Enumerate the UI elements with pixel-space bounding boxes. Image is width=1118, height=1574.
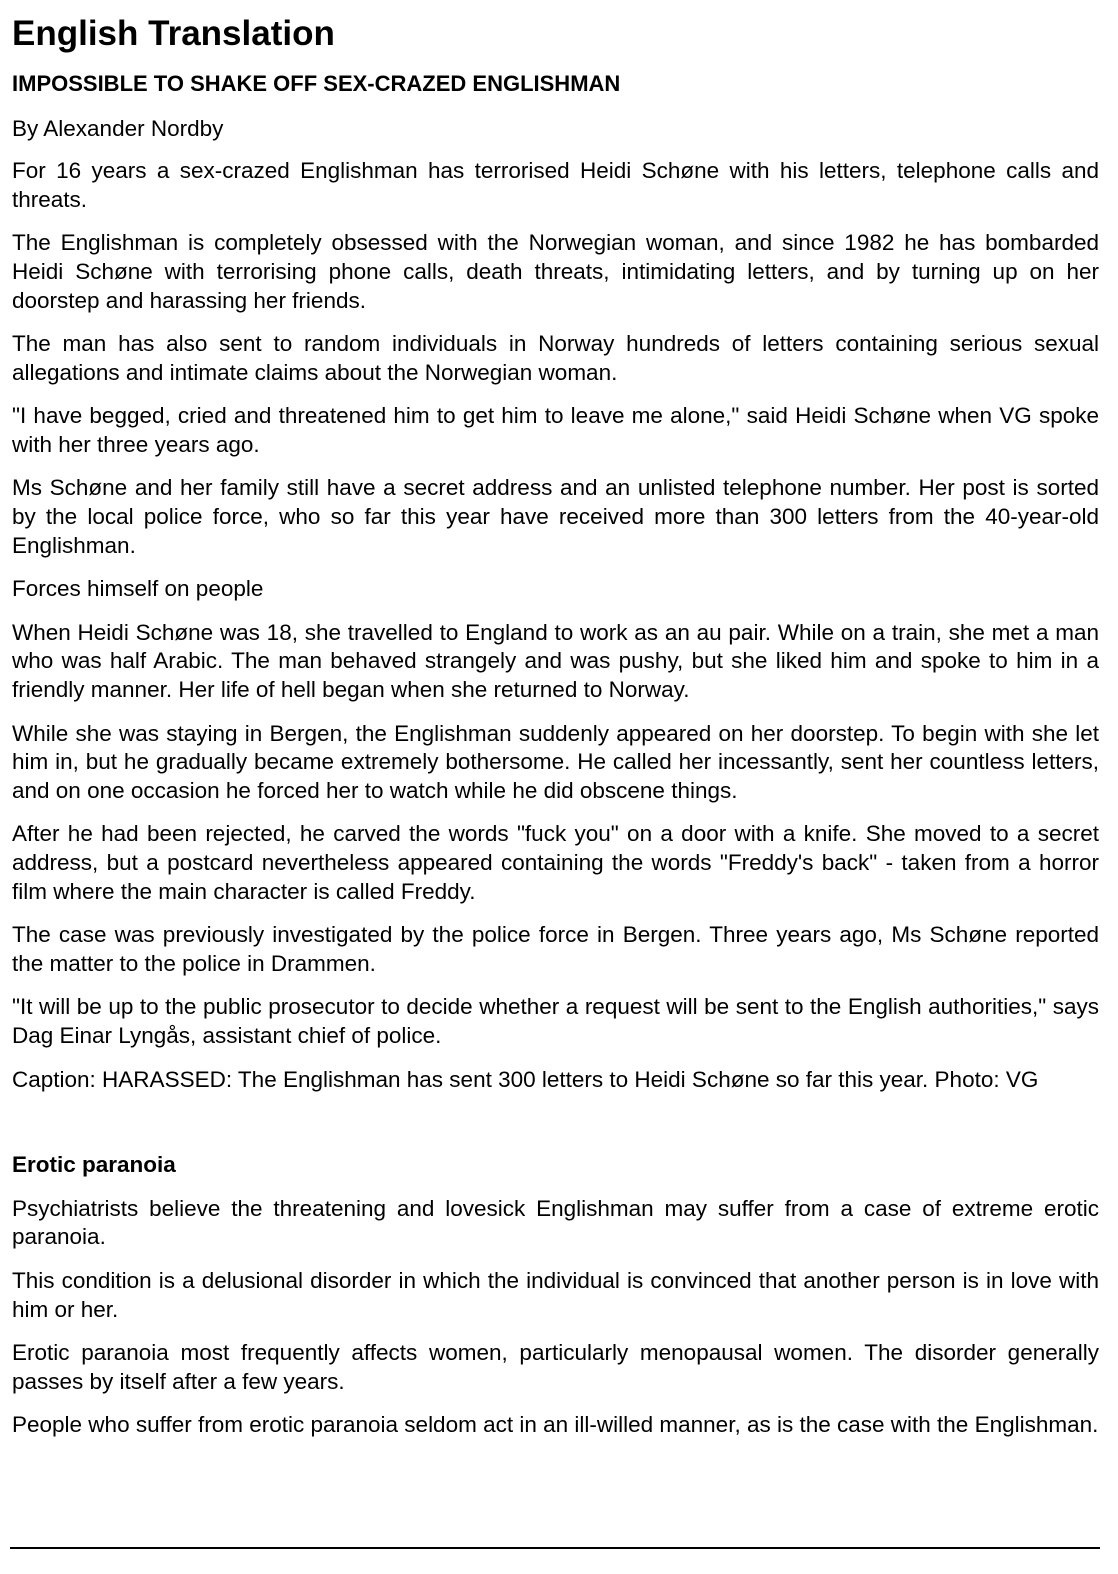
section-spacer [12,1094,1099,1151]
photo-caption: Caption: HARASSED: The Englishman has sent 300 letters to Heidi Schøne so far this year. Photo: VG [12,1066,1039,1092]
page-title: English Translation [12,14,335,53]
article-headline: IMPOSSIBLE TO SHAKE OFF SEX-CRAZED ENGLISHMAN [12,71,621,96]
sidebar-title: Erotic paranoia [12,1152,176,1178]
sidebar-paragraph: People who suffer from erotic paranoia seldom act in an ill-willed manner, as is the case with the Englishman. [12,1411,1099,1437]
article-paragraph: The man has also sent to random individuals in Norway hundreds of letters containing serious sexual allegations and intimate claims about the Norwegian woman. [12,331,1099,386]
bottom-rule-divider [10,1547,1100,1549]
article-paragraph: "It will be up to the public prosecutor to decide whether a request will be sent to the English authorities," says Dag Einar Lyngås, assistant chief of police. [12,994,1099,1049]
article-paragraph: "I have begged, cried and threatened him to get him to leave me alone," said Heidi Schøne when VG spoke with her three years ago. [12,403,1099,458]
document-page [12,12,1099,1454]
article-paragraph: For 16 years a sex-crazed Englishman has terrorised Heidi Schøne with his letters, telephone calls and threats. [12,158,1099,213]
article-paragraph: Ms Schøne and her family still have a secret address and an unlisted telephone number. Her post is sorted by the local police force, who so far this year have received more than 300 letters from the 40-year-old Englishman. [12,475,1099,559]
article-paragraph: The case was previously investigated by the police force in Bergen. Three years ago, Ms Schøne reported the matter to the police in Drammen. [12,922,1099,977]
article-paragraph: While she was staying in Bergen, the Englishman suddenly appeared on her doorstep. To begin with she let him in, but he gradually became extremely bothersome. He called her incessantly, sent her countless letters, and on one occasion he forced her to watch while he did obscene things. [12,720,1099,804]
article-byline: By Alexander Nordby [12,116,224,141]
article-paragraph: After he had been rejected, he carved the words "fuck you" on a door with a knife. She moved to a secret address, but a postcard nevertheless appeared containing the words "Freddy's back" - taken from a horror film where the main character is called Freddy. [12,821,1099,905]
article-paragraph: When Heidi Schøne was 18, she travelled to England to work as an au pair. While on a train, she met a man who was half Arabic. The man behaved strangely and was pushy, but she liked him and spoke to him in a friendly manner. Her life of hell began when she returned to Norway. [12,619,1099,703]
article-paragraph: The Englishman is completely obsessed with the Norwegian woman, and since 1982 he has bombarded Heidi Schøne with terrorising phone calls, death threats, intimidating letters, and by turning up on her doorstep and harassing her friends. [12,230,1099,313]
sidebar-paragraph: This condition is a delusional disorder in which the individual is convinced that another person is in love with him or her. [12,1267,1099,1322]
article-subheading: Forces himself on people [12,576,264,602]
sidebar-paragraph: Erotic paranoia most frequently affects women, particularly menopausal women. The disorder generally passes by itself after a few years. [12,1339,1099,1394]
sidebar-paragraph: Psychiatrists believe the threatening and lovesick Englishman may suffer from a case of extreme erotic paranoia. [12,1195,1099,1250]
